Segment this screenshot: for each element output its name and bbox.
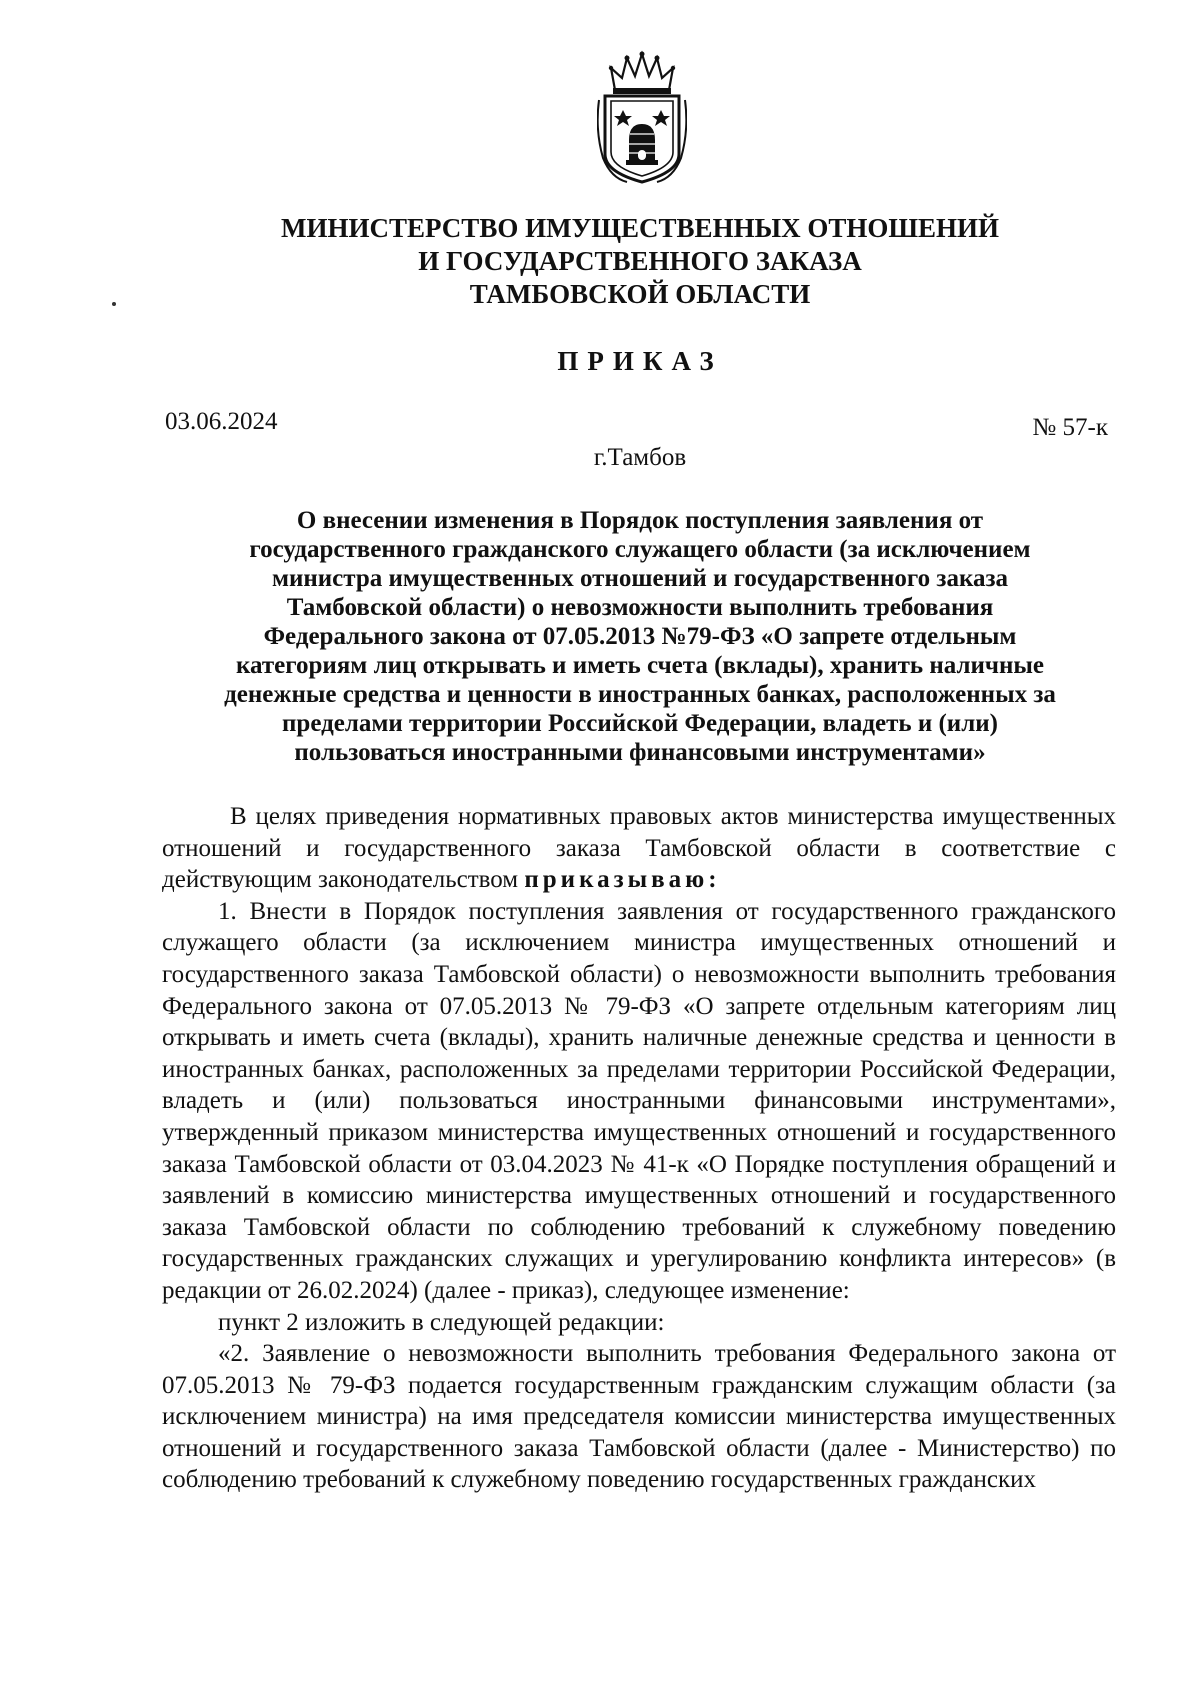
subject-line: Федерального закона от 07.05.2013 №79-ФЗ «О запрете отдельным: [263, 623, 1017, 650]
ministry-line-2: И ГОСУДАРСТВЕННОГО ЗАКАЗА: [418, 246, 862, 276]
subject-line: денежные средства и ценности в иностранных банках, расположенных за: [224, 681, 1056, 708]
coat-of-arms-icon: [597, 50, 687, 184]
point-2-text: «2. Заявление о невозможности выполнить требования Федерального закона от 07.05.2013 № 79-ФЗ подается государственным гражданским служащим области (за исключением министра) на имя председателя комиссии министерства имущественных отношений и государственного заказа Тамбовской области (далее - Министерство) по соблюдению требований к служебному поведению государственных гражданских: [162, 1340, 1116, 1494]
subject-line: Тамбовской области) о невозможности выполнить требования: [286, 594, 994, 621]
ministry-name: [160, 212, 1120, 311]
subject-line: пользоваться иностранными финансовыми инструментами»: [294, 739, 986, 766]
order-title: ПРИКАЗ: [557, 346, 723, 376]
preamble-text: В целях приведения нормативных правовых актов министерства имущественных отношений и государственного заказа Тамбовской области в соответствие с действующим законодательством: [162, 803, 1116, 894]
order-number: № 57-к: [1032, 414, 1108, 441]
subject-line: О внесении изменения в Порядок поступления заявления от: [296, 507, 984, 534]
order-date: 03.06.2024: [165, 408, 278, 435]
preamble-paragraph: [162, 801, 1116, 896]
subject-line: пределами территории Российской Федерации, владеть и (или): [282, 710, 998, 737]
command-word: приказываю:: [524, 866, 721, 894]
subject-line: категориям лиц открывать и иметь счета (вклады), хранить наличные: [235, 652, 1044, 679]
point-2-intro: пункт 2 изложить в следующей редакции:: [218, 1308, 665, 1336]
ministry-line-3: ТАМБОВСКОЙ ОБЛАСТИ: [469, 279, 811, 309]
ministry-line-1: МИНИСТЕРСТВО ИМУЩЕСТВЕННЫХ ОТНОШЕНИЙ: [280, 213, 1000, 243]
order-city: г.Тамбов: [593, 444, 687, 471]
subject-line: министра имущественных отношений и государственного заказа: [271, 565, 1009, 592]
item-1-paragraph: 1. Внести в Порядок поступления заявления от государственного гражданского служащего области (за исключением министра имущественных отношений и государственного заказа Тамбовской области) о невозможности выполнить требования Федерального закона от 07.05.2013 № 79-ФЗ «О запрете отдельным категориям лиц открывать и иметь счета (вклады), хранить наличные денежные средства и ценности в иностранных банках, расположенных за пределами территории Российской Федерации, владеть и (или) пользоваться иностранными финансовыми инструментами», утвержденный приказом министерства имущественных отношений и государственного заказа Тамбовской области от 03.04.2023 № 41-к «О Порядке поступления обращений и заявлений в комиссию министерства имущественных отношений и государственного заказа Тамбовской области по соблюдению требований к служебному поведению государственных гражданских служащих и урегулированию конфликта интересов» (в редакции от 26.02.2024) (далее - приказ), следующее изменение:: [162, 897, 1116, 1304]
order-subject: [160, 506, 1120, 767]
order-body: [162, 801, 1116, 1496]
scan-speck: [112, 302, 116, 306]
subject-line: государственного гражданского служащего области (за исключением: [249, 536, 1031, 563]
